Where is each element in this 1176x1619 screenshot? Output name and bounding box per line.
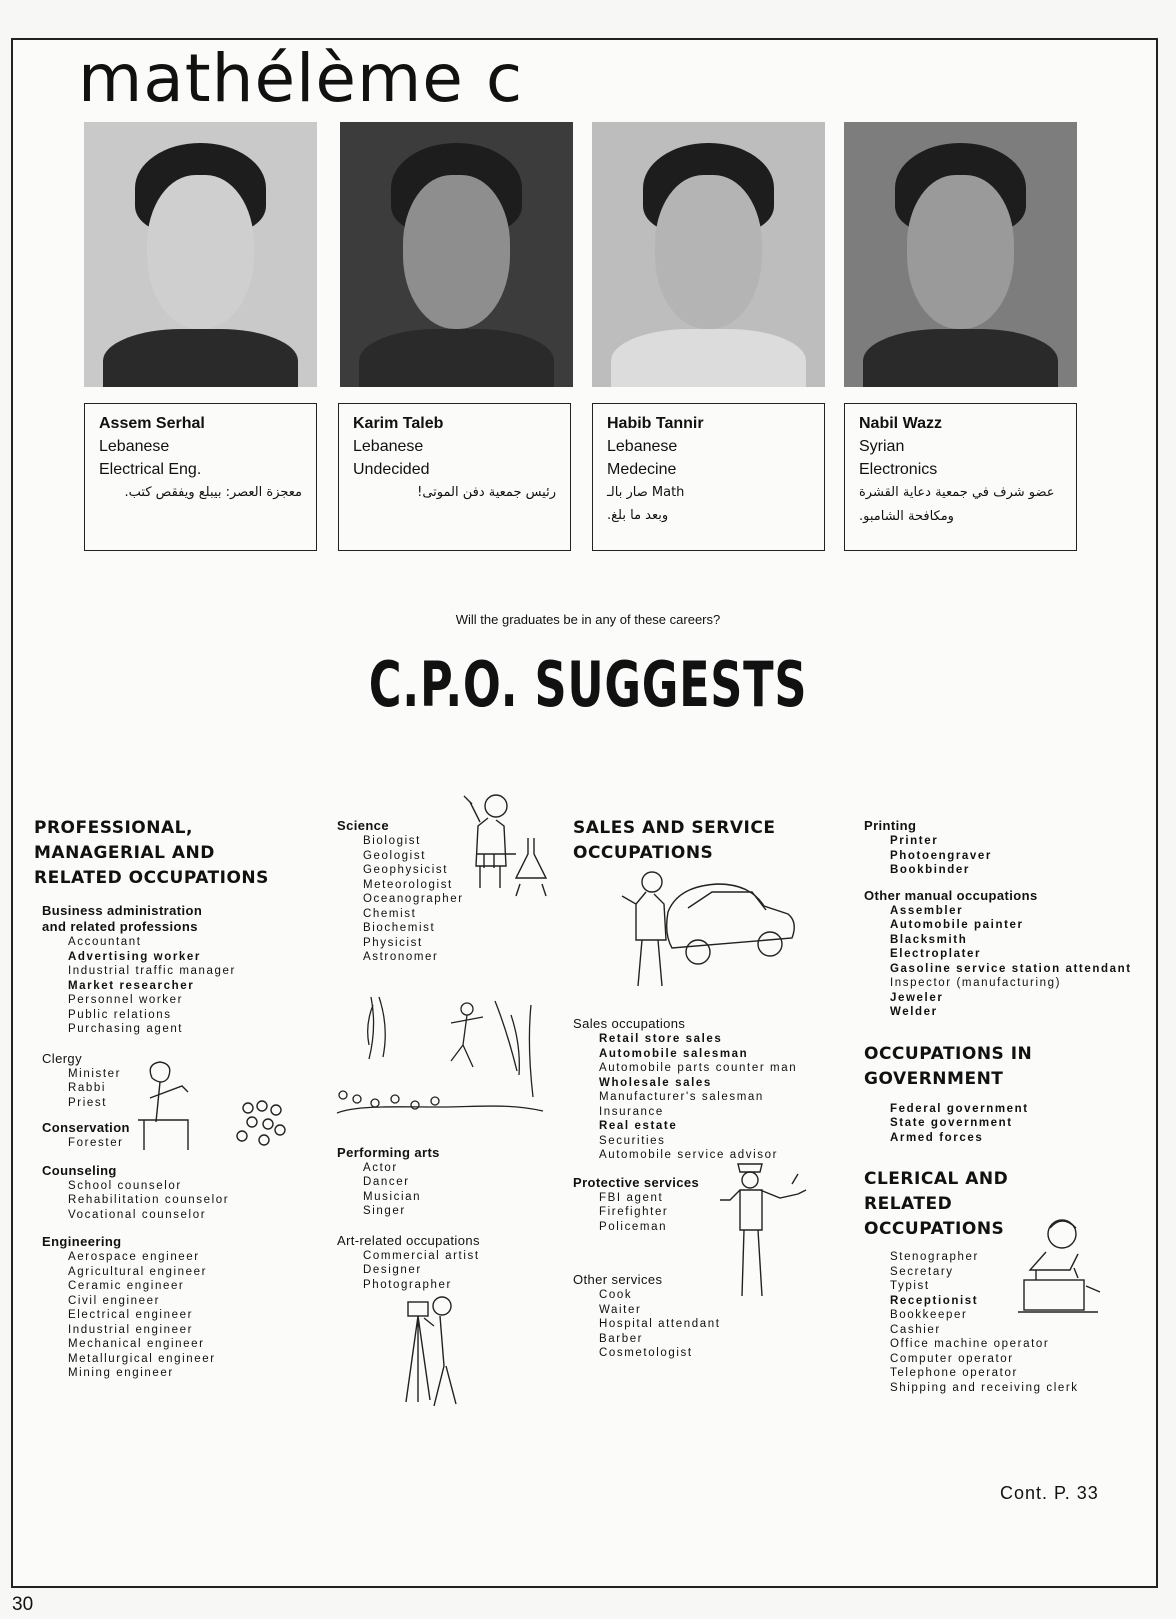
list-item: Minister bbox=[68, 1067, 122, 1080]
list-item: Astronomer bbox=[363, 951, 439, 963]
list-item: Industrial engineer bbox=[68, 1323, 194, 1336]
list-item: Physicist bbox=[363, 936, 423, 949]
column-manual-government-clerical bbox=[864, 818, 1164, 1395]
list-item: Assembler bbox=[890, 904, 964, 917]
list-item: Public relations bbox=[68, 1008, 172, 1021]
student-note: Math صار بالـ bbox=[607, 485, 685, 500]
student-name: Assem Serhal bbox=[99, 415, 205, 432]
student-card bbox=[592, 403, 825, 551]
list-item: Electrical engineer bbox=[68, 1309, 194, 1321]
list-item: Ceramic engineer bbox=[68, 1280, 185, 1292]
group-title: Protective services bbox=[573, 1174, 700, 1190]
list-item: Mechanical engineer bbox=[68, 1338, 205, 1350]
list-item: Jeweler bbox=[890, 991, 944, 1004]
list-item: Mining engineer bbox=[68, 1367, 174, 1379]
section-heading: RELATED OCCUPATIONS bbox=[34, 868, 269, 888]
section-heading: OCCUPATIONS IN bbox=[864, 1043, 1033, 1064]
group-title: Engineering bbox=[42, 1234, 122, 1249]
list-item: Rabbi bbox=[68, 1082, 107, 1094]
list-item: Bookkeeper bbox=[890, 1309, 968, 1321]
student-note-2: ومكافحة الشامبو. bbox=[859, 509, 954, 524]
student-photo bbox=[340, 122, 573, 387]
list-item: Metallurgical engineer bbox=[68, 1352, 216, 1365]
list-item: Geophysicist bbox=[363, 864, 449, 876]
list-item: Dancer bbox=[363, 1176, 410, 1188]
list-item: Automobile service advisor bbox=[599, 1149, 779, 1161]
student-nationality: Lebanese bbox=[353, 438, 424, 455]
student-nationality: Lebanese bbox=[99, 438, 170, 455]
student-note: عضو شرف في جمعية دعاية القشرة bbox=[859, 485, 1055, 500]
list-item: Firefighter bbox=[599, 1206, 669, 1218]
group-title: Printing bbox=[864, 818, 917, 833]
student-card bbox=[338, 403, 571, 551]
list-item: Geologist bbox=[363, 849, 426, 862]
group-title: and related professions bbox=[42, 919, 198, 934]
list-item: Chemist bbox=[363, 907, 417, 920]
list-item: Aerospace engineer bbox=[68, 1251, 200, 1263]
list-item: Gasoline service station attendant bbox=[890, 962, 1132, 975]
student-name: Habib Tannir bbox=[607, 415, 704, 432]
list-item: Cosmetologist bbox=[599, 1347, 693, 1359]
list-item: Electroplater bbox=[890, 948, 982, 960]
section-heading: PROFESSIONAL, bbox=[34, 818, 193, 838]
list-item: Automobile parts counter man bbox=[599, 1062, 798, 1074]
list-item: Office machine operator bbox=[890, 1338, 1050, 1350]
list-item: Accountant bbox=[68, 936, 142, 948]
list-item: Industrial traffic manager bbox=[68, 965, 236, 977]
list-item: Telephone operator bbox=[890, 1367, 1018, 1379]
section-heading: GOVERNMENT bbox=[864, 1068, 1004, 1089]
list-item: Bookbinder bbox=[890, 864, 970, 876]
list-item: Civil engineer bbox=[68, 1294, 161, 1307]
page-title: mathélème c bbox=[78, 40, 524, 117]
list-item: Printer bbox=[890, 835, 939, 847]
list-item: Priest bbox=[68, 1096, 107, 1109]
group-title: Counseling bbox=[42, 1162, 117, 1178]
section-heading: RELATED bbox=[864, 1194, 953, 1214]
student-card bbox=[844, 403, 1077, 551]
student-photo bbox=[592, 122, 825, 387]
list-item: Commercial artist bbox=[363, 1249, 480, 1262]
typist-drawing bbox=[1016, 1216, 1106, 1326]
list-item: Retail store sales bbox=[599, 1033, 723, 1045]
list-item: Forester bbox=[68, 1137, 124, 1149]
group-title: Other manual occupations bbox=[864, 887, 1038, 903]
list-item: Market researcher bbox=[68, 979, 195, 992]
list-item: Blacksmith bbox=[890, 933, 968, 946]
list-item: Photographer bbox=[363, 1278, 452, 1291]
list-item: Rehabilitation counselor bbox=[68, 1194, 230, 1206]
list-item: Actor bbox=[363, 1161, 398, 1174]
list-item: Barber bbox=[599, 1332, 644, 1345]
page-number: 30 bbox=[12, 1594, 34, 1615]
group-title: Sales occupations bbox=[573, 1016, 686, 1031]
list-item: Singer bbox=[363, 1205, 406, 1217]
section-heading: OCCUPATIONS bbox=[573, 843, 714, 863]
cpo-heading: C.P.O. SUGGESTS bbox=[368, 648, 808, 721]
list-item: Federal government bbox=[890, 1102, 1029, 1115]
car-salesman-drawing bbox=[612, 868, 802, 992]
list-item: School counselor bbox=[68, 1179, 182, 1192]
list-item: Cashier bbox=[890, 1323, 941, 1336]
list-item: Waiter bbox=[599, 1303, 642, 1316]
list-item: Wholesale sales bbox=[599, 1076, 712, 1089]
policeman-drawing bbox=[718, 1158, 808, 1300]
list-item: Policeman bbox=[599, 1220, 668, 1233]
list-item: Welder bbox=[890, 1006, 938, 1018]
list-item: Insurance bbox=[599, 1105, 664, 1118]
section-heading: OCCUPATIONS bbox=[864, 1219, 1005, 1239]
photographer-drawing bbox=[400, 1290, 480, 1410]
list-item: Musician bbox=[363, 1190, 422, 1203]
group-title: Conservation bbox=[42, 1120, 130, 1135]
section-heading: MANAGERIAL AND bbox=[34, 843, 215, 863]
student-photo bbox=[844, 122, 1077, 387]
continuation-note: Cont. P. 33 bbox=[1000, 1483, 1099, 1503]
list-item: FBI agent bbox=[599, 1191, 664, 1204]
group-title: Performing arts bbox=[337, 1144, 440, 1160]
list-item: Designer bbox=[363, 1264, 422, 1276]
section-heading: CLERICAL AND bbox=[864, 1169, 1009, 1189]
group-title: Business administration bbox=[42, 903, 203, 918]
scientist-drawing bbox=[450, 792, 560, 897]
list-item: Advertising worker bbox=[68, 950, 201, 963]
list-item: Vocational counselor bbox=[68, 1208, 207, 1221]
student-note: رئيس جمعية دفن الموتى! bbox=[417, 485, 556, 500]
list-item: Real estate bbox=[599, 1120, 678, 1132]
group-title: Art-related occupations bbox=[337, 1232, 480, 1248]
student-field: Electronics bbox=[859, 461, 938, 478]
group-title: Clergy bbox=[42, 1050, 82, 1066]
list-item: Securities bbox=[599, 1134, 666, 1147]
list-item: Automobile salesman bbox=[599, 1047, 749, 1060]
student-note: معجزة العصر: بيبلع ويفقص كتب. bbox=[124, 485, 302, 500]
list-item: Secretary bbox=[890, 1265, 954, 1278]
cpo-question: Will the graduates be in any of these careers? bbox=[455, 612, 721, 627]
priest-drawing bbox=[130, 1058, 290, 1153]
student-nationality: Syrian bbox=[859, 438, 905, 455]
list-item: Purchasing agent bbox=[68, 1023, 184, 1035]
list-item: Personnel worker bbox=[68, 994, 184, 1006]
list-item: Stenographer bbox=[890, 1251, 979, 1263]
list-item: Armed forces bbox=[890, 1131, 984, 1144]
list-item: Inspector (manufacturing) bbox=[890, 977, 1062, 989]
student-field: Electrical Eng. bbox=[99, 461, 202, 478]
list-item: Agricultural engineer bbox=[68, 1265, 208, 1278]
student-note-2: وبعد ما بلغ. bbox=[607, 508, 669, 523]
list-item: Biologist bbox=[363, 835, 421, 847]
list-item: State government bbox=[890, 1117, 1013, 1129]
group-title: Science bbox=[337, 818, 389, 833]
list-item: Typist bbox=[890, 1280, 930, 1292]
list-item: Cook bbox=[599, 1289, 633, 1301]
list-item: Oceanographer bbox=[363, 893, 464, 905]
list-item: Shipping and receiving clerk bbox=[890, 1381, 1079, 1394]
student-photo bbox=[84, 122, 317, 387]
student-name: Nabil Wazz bbox=[859, 415, 942, 432]
list-item: Hospital attendant bbox=[599, 1318, 721, 1330]
stage-drawing bbox=[335, 995, 545, 1120]
list-item: Manufacturer's salesman bbox=[599, 1091, 764, 1103]
student-card bbox=[84, 403, 317, 551]
list-item: Photoengraver bbox=[890, 849, 992, 862]
section-heading: SALES AND SERVICE bbox=[573, 818, 776, 838]
group-title: Other services bbox=[573, 1272, 663, 1287]
student-name: Karim Taleb bbox=[353, 415, 444, 432]
list-item: Receptionist bbox=[890, 1294, 979, 1307]
list-item: Automobile painter bbox=[890, 919, 1024, 931]
student-field: Undecided bbox=[353, 461, 430, 478]
student-nationality: Lebanese bbox=[607, 438, 678, 455]
list-item: Biochemist bbox=[363, 922, 436, 934]
list-item: Meteorologist bbox=[363, 878, 453, 891]
list-item: Computer operator bbox=[890, 1352, 1014, 1365]
student-field: Medecine bbox=[607, 461, 677, 478]
